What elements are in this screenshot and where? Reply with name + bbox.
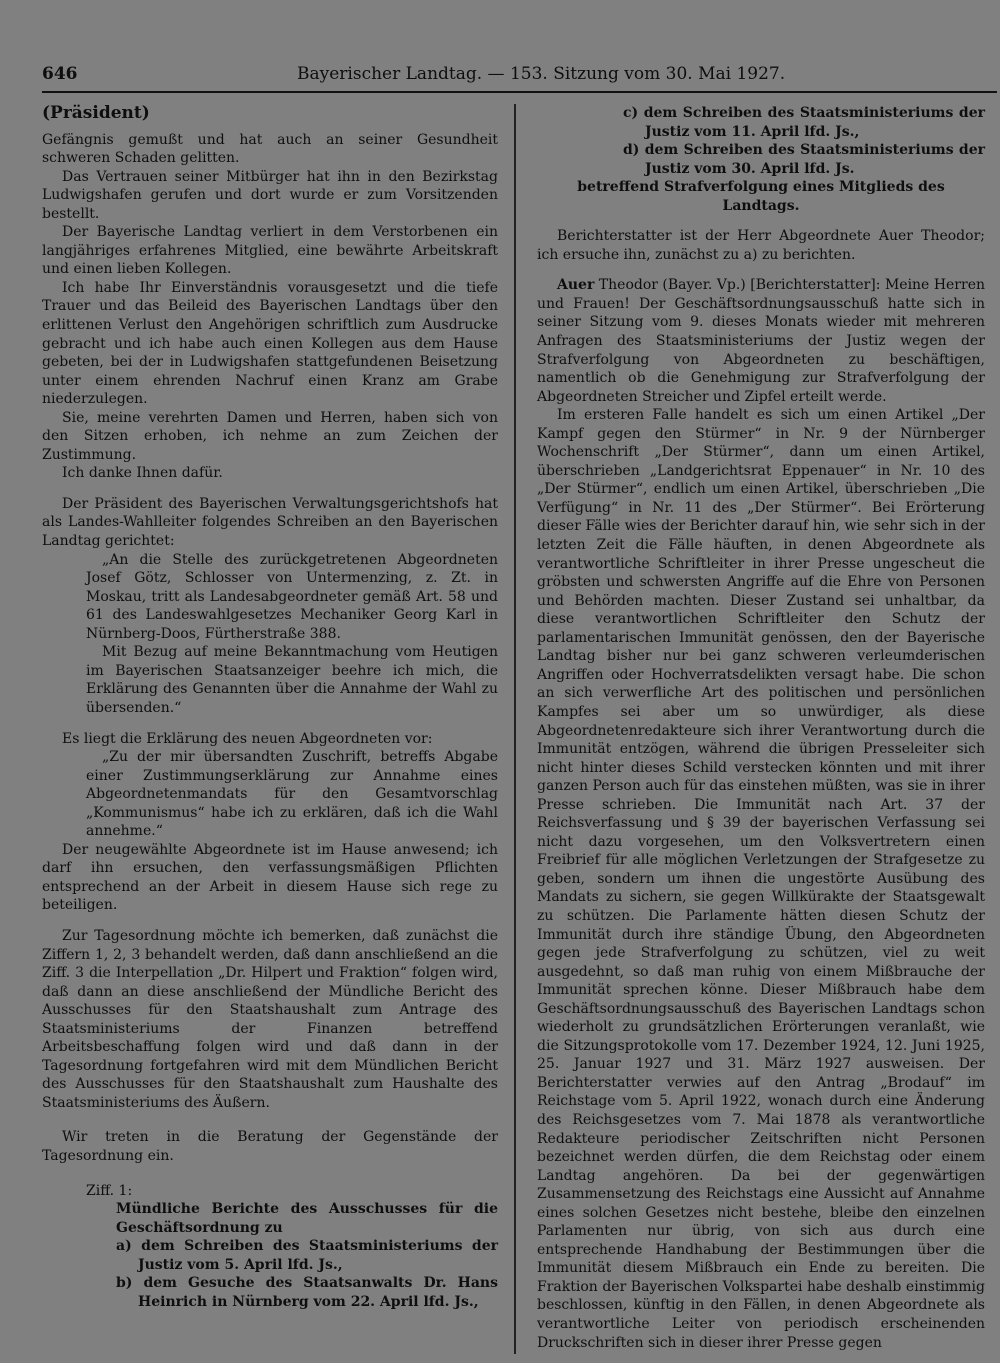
speaker-heading: (Präsident) — [42, 103, 150, 123]
paragraph: Ich habe Ihr Einverständnis vorausgesetzt und die tiefe Trauer und das Beileid des Bayerischen Landtags über den erlittenen Verlust den Angehörigen schriftlich zum Ausdrucke gebracht und ich habe auch einen Kollegen aus dem Hause gebeten, bei der in Ludwigshafen stattgefundenen Beisetzung unter einem ehrenden Nachruf einen Kranz am Grabe niederzulegen. — [42, 279, 498, 408]
paragraph: Der Bayerische Landtag verliert in dem Verstorbenen ein langjähriges erfahrenes Mitglied, eine bewährte Arbeitskraft und einen lieben Kollegen. — [42, 224, 498, 278]
agenda-item-title: Mündliche Berichte des Ausschusses für die Geschäftsordnung zu — [116, 1201, 498, 1236]
agenda-subitem: d) dem Schreiben des Staatsministeriums der Justiz vom 30. April lfd. Js. — [623, 142, 985, 177]
paragraph: Wir treten in die Beratung der Gegenstände der Tagesordnung ein. — [42, 1129, 498, 1164]
speaker-paragraph — [537, 276, 985, 406]
column-divider — [514, 104, 516, 1354]
agenda-subitem: a) dem Schreiben des Staatsministeriums der Justiz vom 5. April lfd. Js., — [116, 1238, 498, 1273]
quoted-letter — [86, 551, 498, 718]
agenda-subitem: b) dem Gesuche des Staatsanwalts Dr. Hans Heinrich in Nürnberg vom 22. April lfd. Js., — [116, 1275, 498, 1310]
agenda-subject: betreffend Strafverfolgung eines Mitglieds des Landtags. — [577, 179, 945, 214]
paragraph: Im ersteren Falle handelt es sich um einen Artikel „Der Kampf gegen den Stürmer“ in Nr. 9 der Nürnberger Wochenschrift „Der Stürmer“, dann um einen Artikel, überschrieben „Landgerichtsrat Eppenauer“ in Nr. 10 des „Der Stürmer“, endlich um einen Artikel, überschrieben „Die Verfügung“ in Nr. 11 des „Der Stürmer“. Bei Erörterung dieser Fälle wies der Berichter darauf hin, wie sehr sich in der letzten Zeit die Fälle häuften, in denen Abgeordnete als verantwortliche Schriftleiter in ihrer Presse ungescheut die gröbsten und schwersten Angriffe auf die Ehre von Personen und Behörden machten. Dieser Zustand sei unhaltbar, da diese verantwortlichen Schriftleiter den Schutz der parlamentarischen Immunität genössen, den der Bayerische Landtag bisher nur bei ganz schweren verleumderischen Angriffen oder Hochverratsdelikten versagt habe. Die schon an sich verwerfliche Art des politischen und persönlichen Kampfes sei aber um so unwürdiger, als diese Abgeordnetenredakteure sich ihrer Verantwortung durch die Immunität entzögen, während die übrigen Presseleiter sich nicht hinter dieses Schild verstecken könnten und mit ihrer ganzen Person auch für das einstehen müßten, was sie in ihrer Presse schrieben. Die Immunität nach Art. 37 der Reichsverfassung und § 39 der bayerischen Verfassung sei nicht dazu vorgesehen, um den Volksvertretern einen Freibrief für alle möglichen Verletzungen der Strafgesetze zu geben, sondern um ihnen die ungestörte Ausübung des Mandats zu sichern, sie gegen Willkürakte der Staatsgewalt zu schützen. Die Parlamente hätten diesen Schutz der Immunität durch ihre ständige Übung, den Abgeordneten gegen jede Strafverfolgung zu schützen, viel zu weit ausgedehnt, so daß man ruhig von einem Mißbrauche der Immunität sprechen könne. Dieser Mißbrauch habe dem Geschäftsordnungsausschuß des Bayerischen Landtags schon wiederholt zu grundsätzlichen Erörterungen veranlaßt, wie die Sitzungsprotokolle vom 17. Dezember 1924, 12. Juni 1925, 25. Januar 1927 und 31. März 1927 ausweisen. Der Berichterstatter verwies auf den Antrag „Brodauf“ im Reichstage vom 5. April 1922, wonach durch eine Änderung des Reichsgesetzes vom 7. Mai 1878 als verantwortliche Redakteure periodischer Zeitschriften nicht Personen bezeichnet werden dürfen, die dem Reichstag oder einem Landtag angehören. Da bei der gegenwärtigen Zusammensetzung des Reichstags eine Aussicht auf Annahme eines solchen Gesetzes nicht bestehe, bleibe den einzelnen Parlamenten nur übrig, von sich aus durch eine entsprechende Handhabung der Bestimmungen über die Immunität diesem Mißbrauch ein Ende zu bereiten. Die Fraktion der Bayerischen Volkspartei habe deshalb einstimmig beschlossen, künftig in den Fällen, in denen Abgeordnete als verantwortliche Leiter von periodisch erscheinenden Druckschriften sich in dieser ihrer Presse gegen — [537, 407, 985, 1351]
paragraph: Es liegt die Erklärung des neuen Abgeordneten vor: — [62, 730, 433, 747]
running-title: Bayerischer Landtag. — 153. Sitzung vom 30. Mai 1927. — [297, 64, 786, 84]
quote-paragraph: „Zu der mir übersandten Zuschrift, betreffs Abgabe einer Zustimmungserklärung zur Annahme eines Abgeordnetenmandats für den Gesamtvorschlag „Kommunismus“ habe ich zu erklären, daß ich die Wahl annehme.“ — [86, 749, 498, 840]
paragraph: Zur Tagesordnung möchte ich bemerken, daß zunächst die Ziffern 1, 2, 3 behandelt werden, daß dann anschließend an die Ziff. 3 die Interpellation „Dr. Hilpert und Fraktion“ folgen wird, daß dann an diese anschließend der Mündliche Bericht des Ausschusses für den Staatshaushalt zum Antrage des Staatsministeriums der Finanzen betreffend Arbeitsbeschaffung folgen wird und daß dann in der Tagesordnung fortgefahren wird mit dem Mündlichen Bericht des Ausschusses für den Staatshaushalt zum Haushalte des Staatsministeriums des Äußern. — [42, 927, 498, 1111]
page-header — [42, 64, 997, 94]
paragraph: Berichterstatter ist der Herr Abgeordnete Auer Theodor; ich ersuche ihn, zunächst zu a) zu berichten. — [537, 228, 985, 263]
paragraph: Der Präsident des Bayerischen Verwaltungsgerichtshofs hat als Landes-Wahlleiter folgendes Schreiben an den Bayerischen Landtag gerichtet: — [42, 495, 498, 550]
quote-paragraph: Mit Bezug auf meine Bekanntmachung vom Heutigen im Bayerischen Staatsanzeiger beehre ich mich, die Erklärung des Genannten über die Annahme der Wahl zu übersenden.“ — [86, 644, 498, 716]
paragraph: Das Vertrauen seiner Mitbürger hat ihn in den Bezirkstag Ludwigshafen gerufen und dort wurde er zum Vorsitzenden bestellt. — [42, 168, 498, 222]
paragraph: Ich danke Ihnen dafür. — [62, 465, 223, 482]
left-column — [42, 104, 498, 1311]
page-number: 646 — [42, 64, 78, 84]
paragraph: Gefängnis gemußt und hat auch an seiner Gesundheit schweren Schaden gelitten. — [42, 131, 498, 167]
header-rule — [42, 91, 997, 93]
paragraph: Sie, meine verehrten Damen und Herren, haben sich von den Sitzen erhoben, ich nehme an zum Zeichen der Zustimmung. — [42, 409, 498, 463]
quote-paragraph: „An die Stelle des zurückgetretenen Abgeordneten Josef Götz, Schlosser von Untermenzing, z. Zt. in Moskau, tritt als Landesabgeordneter gemäß Art. 58 und 61 des Landeswahlgesetzes Mechaniker Georg Karl in Nürnberg-Doos, Fürtherstraße 388. — [86, 551, 498, 642]
agenda-item-number: Ziff. 1: — [86, 1182, 133, 1199]
speaker-name: Auer — [557, 277, 595, 294]
agenda-subitem: c) dem Schreiben des Staatsministeriums der Justiz vom 11. April lfd. Js., — [623, 105, 985, 140]
quoted-declaration — [86, 748, 498, 841]
right-column — [537, 104, 985, 1352]
speaker-text: Theodor (Bayer. Vp.) [Berichterstatter]: Meine Herren und Frauen! Der Geschäftsordnungsausschuß hatte sich in seiner Sitzung vom 9. dieses Monats wieder mit mehreren Anfragen des Staatsministeriums der Justiz wegen der Strafverfolgung von Abgeordneten zu beschäftigen, namentlich ob die Genehmigung zur Strafverfolgung der Abgeordneten Streicher und Zipfel erteilt werde. — [537, 277, 985, 405]
paragraph: Der neugewählte Abgeordnete ist im Hause anwesend; ich darf ihn ersuchen, den verfassungsmäßigen Pflichten entsprechend an der Arbeit in diesem Hause sich rege zu beteiligen. — [42, 841, 498, 914]
